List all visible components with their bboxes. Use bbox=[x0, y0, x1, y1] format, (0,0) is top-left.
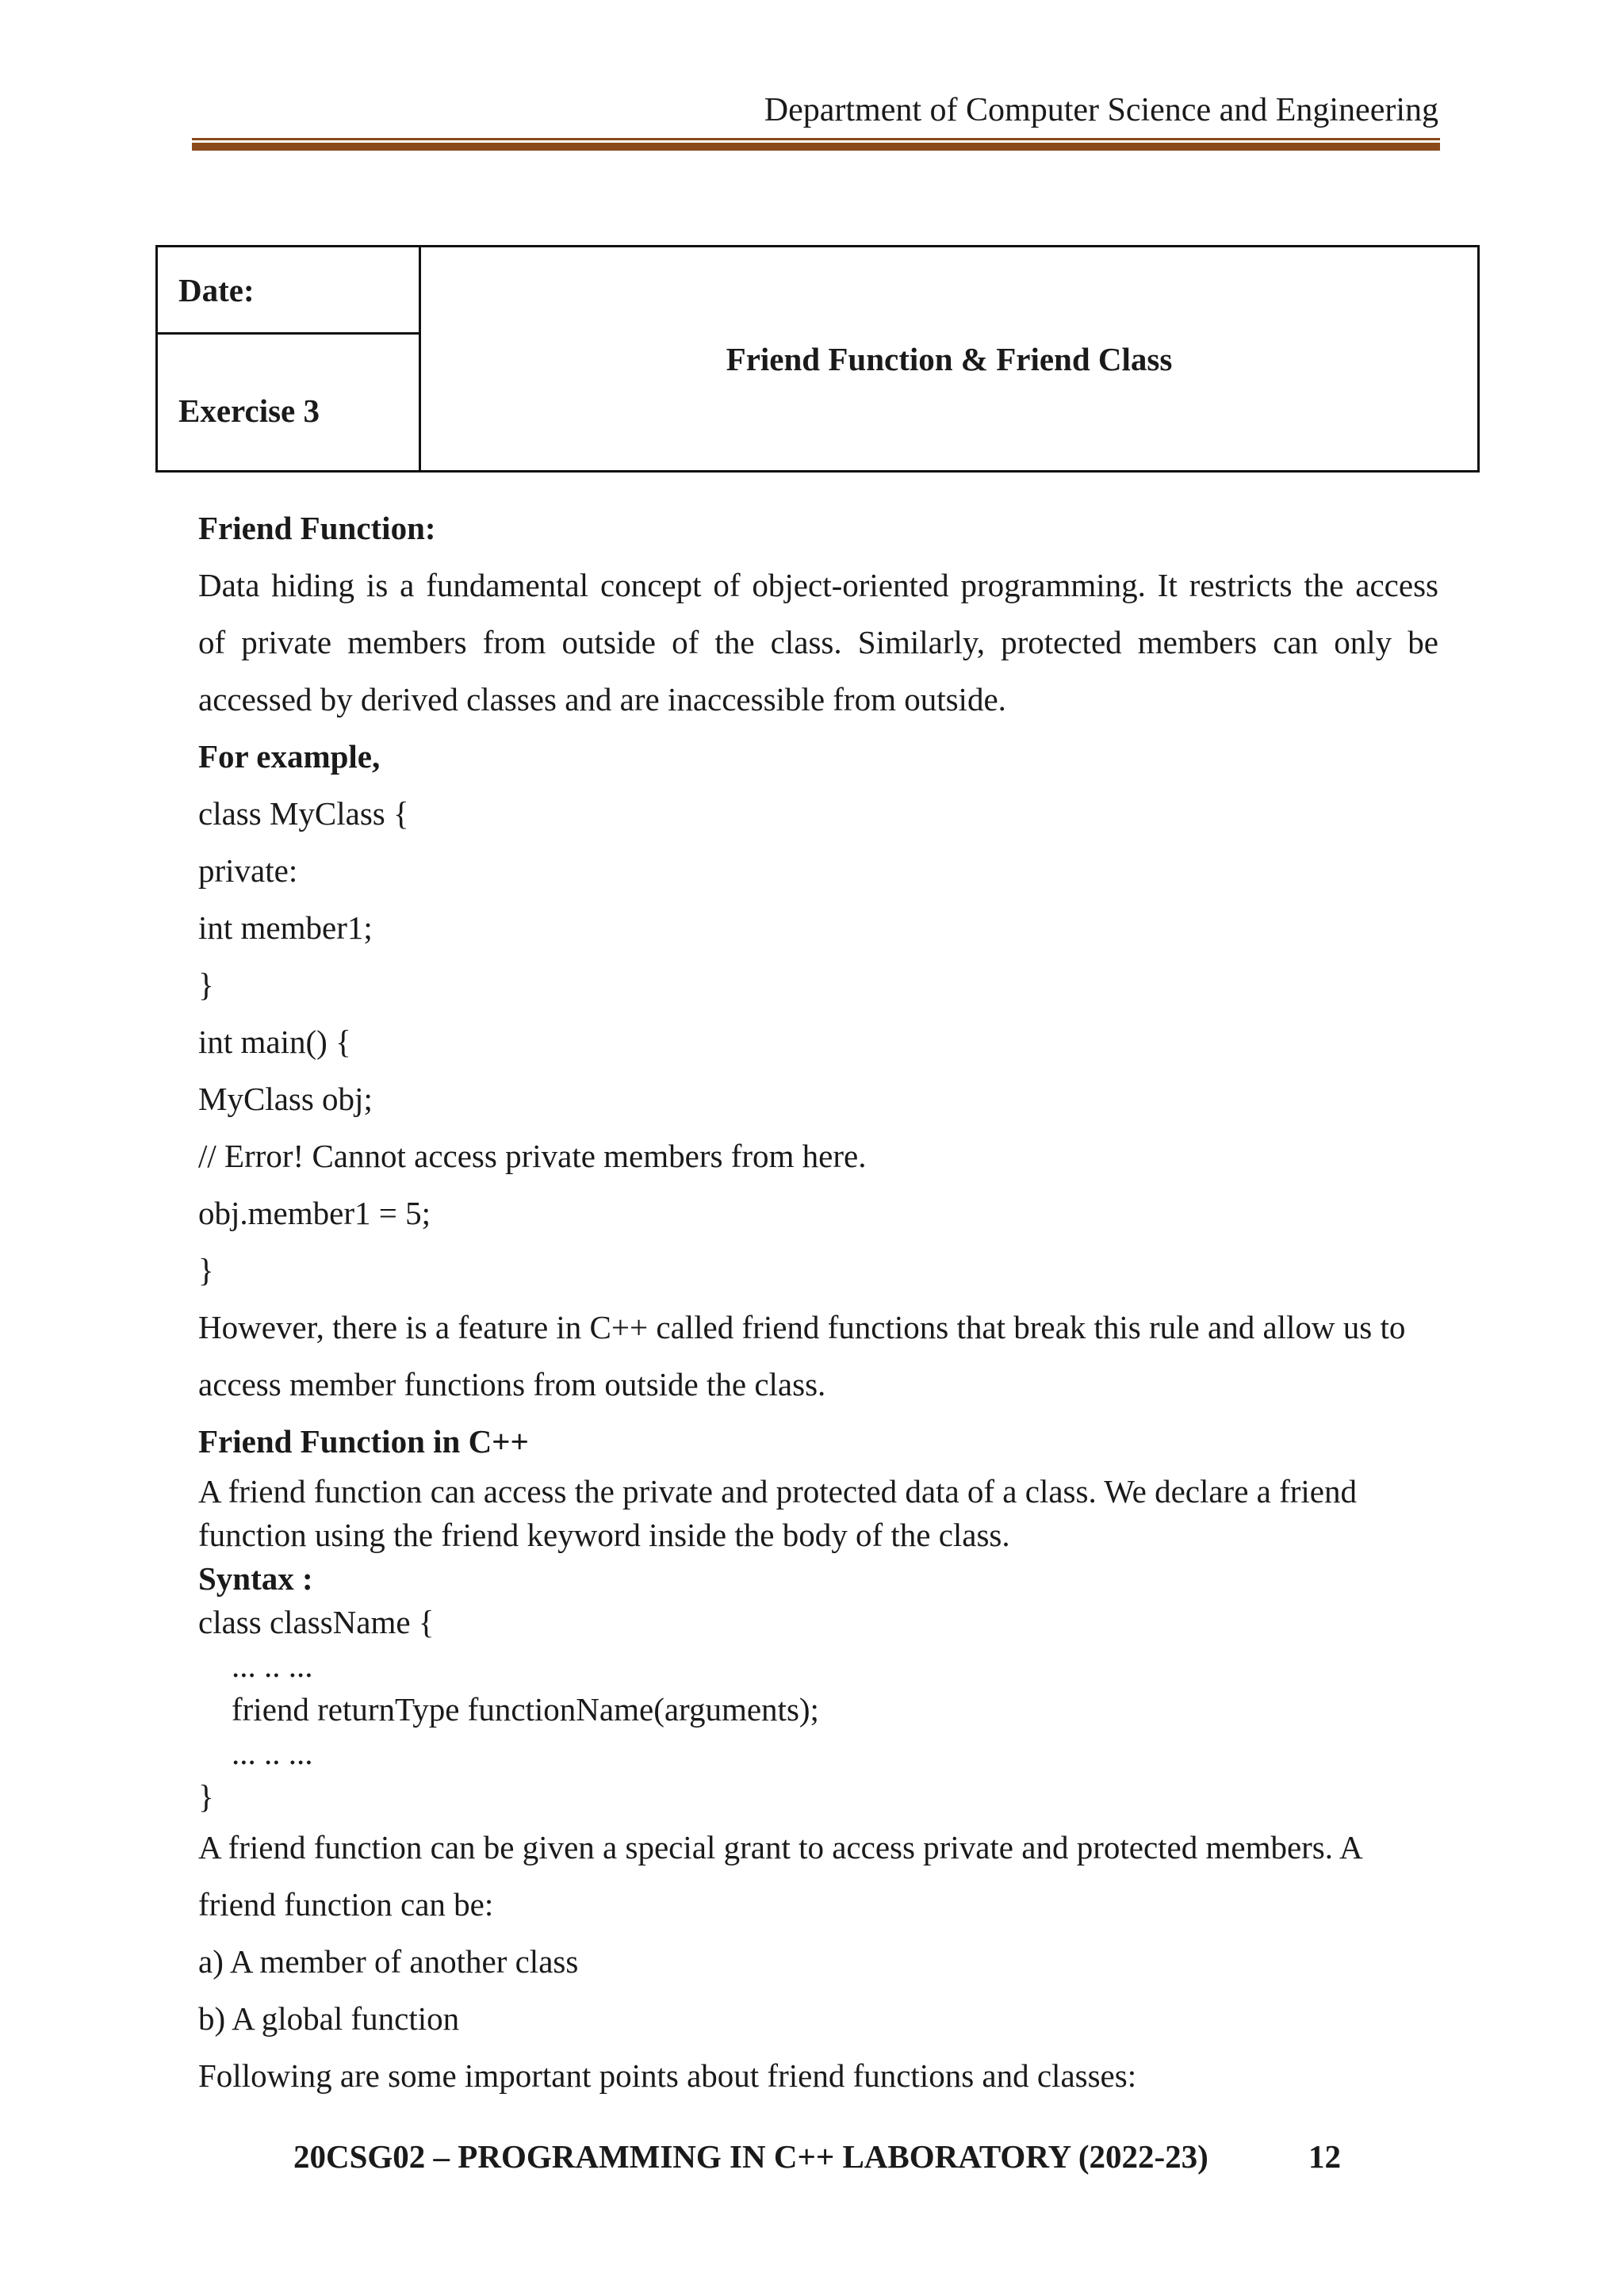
example-code-line: int main() { bbox=[198, 1024, 351, 1060]
however-line: However, there is a feature in C++ called friend functions that break this rule and allow us to bbox=[198, 1309, 1406, 1345]
exercise-number: Exercise 3 bbox=[157, 334, 420, 472]
syntax-code-line: friend returnType functionName(arguments); bbox=[232, 1691, 819, 1728]
header-rule-thick bbox=[192, 143, 1440, 151]
however-line: access member functions from outside the class. bbox=[198, 1366, 826, 1402]
header-rule-thin bbox=[192, 138, 1440, 140]
friend-function-cpp-heading: Friend Function in C++ bbox=[198, 1423, 529, 1460]
syntax-code-line: ... .. ... bbox=[232, 1735, 313, 1771]
example-code-line: int member1; bbox=[198, 909, 373, 946]
exercise-info-table bbox=[155, 245, 1480, 473]
example-code-line: class MyClass { bbox=[198, 795, 409, 832]
intro-line: of private members from outside of the class. Similarly, protected members can only be bbox=[198, 624, 1438, 660]
main-content bbox=[198, 499, 1438, 2104]
option-item: b) A global function bbox=[198, 2000, 460, 2037]
grant-line: friend function can be: bbox=[198, 1886, 494, 1923]
example-code-line: // Error! Cannot access private members from here. bbox=[198, 1138, 867, 1174]
syntax-heading: Syntax : bbox=[198, 1560, 313, 1597]
syntax-code-line: class className { bbox=[198, 1604, 435, 1640]
option-item: a) A member of another class bbox=[198, 1943, 579, 1980]
exercise-title: Friend Function & Friend Class bbox=[420, 247, 1479, 472]
friend-function-heading: Friend Function: bbox=[198, 510, 436, 546]
example-code-line: } bbox=[198, 966, 214, 1003]
page-footer bbox=[293, 2138, 1341, 2175]
grant-line: A friend function can be given a special grant to access private and protected members. A bbox=[198, 1829, 1363, 1866]
example-code-line: obj.member1 = 5; bbox=[198, 1195, 431, 1231]
example-code-line: private: bbox=[198, 852, 298, 889]
intro-line: Data hiding is a fundamental concept of object-oriented programming. It restricts the access bbox=[198, 567, 1438, 603]
syntax-code-line: ... .. ... bbox=[232, 1647, 313, 1684]
syntax-code-line: } bbox=[198, 1778, 214, 1815]
closing-line: Following are some important points about friend functions and classes: bbox=[198, 2057, 1137, 2094]
example-code-line: MyClass obj; bbox=[198, 1081, 373, 1117]
cpp-description-line: A friend function can access the private and protected data of a class. We declare a friend bbox=[198, 1473, 1358, 1510]
page-number: 12 bbox=[1308, 2138, 1341, 2175]
example-code-line: } bbox=[198, 1252, 214, 1288]
intro-line: accessed by derived classes and are inaccessible from outside. bbox=[198, 681, 1006, 718]
example-heading: For example, bbox=[198, 738, 381, 775]
date-cell: Date: bbox=[157, 247, 420, 334]
course-title: 20CSG02 – PROGRAMMING IN C++ LABORATORY (2022-23) bbox=[293, 2138, 1208, 2175]
cpp-description-line: function using the friend keyword inside the body of the class. bbox=[198, 1517, 1010, 1553]
department-name: Department of Computer Science and Engineering bbox=[764, 92, 1438, 128]
